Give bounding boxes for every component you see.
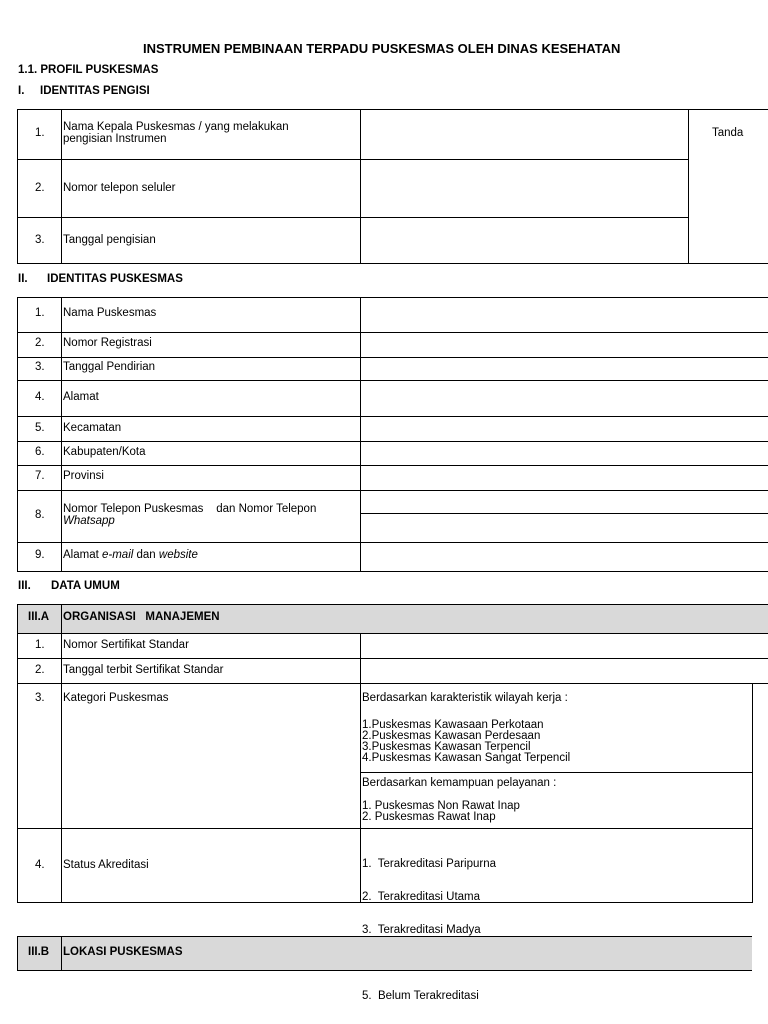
- field-label-email-website: Alamat e-mail dan website: [63, 549, 198, 561]
- section-2-number: II.: [18, 273, 28, 285]
- kategori-wilayah-option[interactable]: 1.Puskesmas Kawasaan Perkotaan: [362, 719, 544, 731]
- field-label-alamat: Alamat: [63, 391, 99, 403]
- input-telepon-seluler[interactable]: [362, 161, 686, 216]
- input-telepon-puskesmas[interactable]: [362, 492, 766, 512]
- row-number: 2.: [35, 664, 45, 676]
- section-3b-title: LOKASI PUSKESMAS: [63, 946, 183, 958]
- field-label-kecamatan: Kecamatan: [63, 422, 122, 434]
- input-tanggal-sertifikat[interactable]: [362, 660, 766, 682]
- field-label-kepala-2: pengisian Instrumen: [63, 133, 167, 145]
- field-label-nomor-registrasi: Nomor Registrasi: [63, 337, 152, 349]
- field-label-kepala: Nama Kepala Puskesmas / yang melakukan: [63, 121, 289, 133]
- section-3-title: DATA UMUM: [51, 580, 120, 592]
- row-number: 1.: [35, 639, 45, 651]
- akreditasi-option[interactable]: 1. Terakreditasi Paripurna: [362, 858, 497, 870]
- field-label-kabupaten-kota: Kabupaten/Kota: [63, 446, 146, 458]
- kategori-pelayanan-heading: Berdasarkan kemampuan pelayanan :: [362, 777, 557, 789]
- section-3b-code: III.B: [28, 946, 50, 958]
- section-1-title: IDENTITAS PENGISI: [40, 85, 150, 97]
- kategori-wilayah-option[interactable]: 2.Puskesmas Kawasan Perdesaan: [362, 730, 541, 742]
- akreditasi-options: [362, 837, 496, 1013]
- field-label-provinsi: Provinsi: [63, 470, 104, 482]
- document-title: INSTRUMEN PEMBINAAN TERPADU PUSKESMAS OLEH DINAS KESEHATAN: [143, 41, 621, 56]
- section-3a-title: ORGANISASI MANAJEMEN: [63, 611, 220, 623]
- row-number: 3.: [35, 692, 45, 704]
- row-number: 9.: [35, 549, 45, 561]
- row-number: 7.: [35, 470, 45, 482]
- input-tanggal-pendirian[interactable]: [362, 359, 766, 379]
- section-1-number: I.: [18, 85, 25, 97]
- row-number: 1.: [35, 127, 45, 139]
- section-subtitle: 1.1. PROFIL PUSKESMAS: [18, 64, 159, 76]
- field-label-tanggal-sertifikat: Tanggal terbit Sertifikat Standar: [63, 664, 224, 676]
- section-3-number: III.: [18, 580, 31, 592]
- field-label-status-akreditasi: Status Akreditasi: [63, 859, 149, 871]
- field-label-nomor-sertifikat: Nomor Sertifikat Standar: [63, 639, 189, 651]
- input-telepon-whatsapp[interactable]: [362, 515, 766, 541]
- akreditasi-option[interactable]: 3. Terakreditasi Madya: [362, 924, 481, 936]
- row-number: 2.: [35, 337, 45, 349]
- row-number: 8.: [35, 509, 45, 521]
- input-kecamatan[interactable]: [362, 418, 766, 440]
- input-tanggal-pengisian[interactable]: [362, 219, 686, 262]
- signature-label: Tanda: [712, 127, 744, 139]
- field-label-whatsapp: Whatsapp: [63, 515, 115, 527]
- signature-box[interactable]: [690, 111, 766, 262]
- field-label-tanggal-pengisian: Tanggal pengisian: [63, 234, 156, 246]
- input-nama-puskesmas[interactable]: [362, 299, 766, 330]
- input-email-website[interactable]: [362, 544, 766, 570]
- row-number: 4.: [35, 391, 45, 403]
- kategori-wilayah-option[interactable]: 4.Puskesmas Kawasan Sangat Terpencil: [362, 752, 571, 764]
- row-number: 2.: [35, 182, 45, 194]
- input-alamat[interactable]: [362, 382, 766, 415]
- input-kabupaten-kota[interactable]: [362, 443, 766, 464]
- input-nomor-sertifikat[interactable]: [362, 635, 766, 657]
- input-provinsi[interactable]: [362, 467, 766, 489]
- field-label-nomor-telepon: Nomor Telepon Puskesmas dan Nomor Telepon: [63, 503, 317, 515]
- akreditasi-option[interactable]: 5. Belum Terakreditasi: [362, 990, 479, 1002]
- akreditasi-option[interactable]: 2. Terakreditasi Utama: [362, 891, 481, 903]
- field-label-tanggal-pendirian: Tanggal Pendirian: [63, 361, 156, 373]
- field-label-telepon-seluler: Nomor telepon seluler: [63, 182, 176, 194]
- kategori-wilayah-options: [362, 720, 570, 764]
- kategori-pelayanan-option[interactable]: 2. Puskesmas Rawat Inap: [362, 811, 496, 823]
- row-number: 3.: [35, 234, 45, 246]
- field-label-kategori: Kategori Puskesmas: [63, 692, 169, 704]
- field-label-nama-puskesmas: Nama Puskesmas: [63, 307, 157, 319]
- row-number: 4.: [35, 859, 45, 871]
- row-number: 1.: [35, 307, 45, 319]
- input-kepala-puskesmas[interactable]: [362, 111, 686, 157]
- kategori-wilayah-option[interactable]: 3.Puskesmas Kawasan Terpencil: [362, 741, 531, 753]
- section-3a-code: III.A: [28, 611, 50, 623]
- kategori-wilayah-heading: Berdasarkan karakteristik wilayah kerja :: [362, 692, 568, 704]
- input-nomor-registrasi[interactable]: [362, 334, 766, 356]
- row-number: 3.: [35, 361, 45, 373]
- kategori-pelayanan-options: [362, 801, 520, 823]
- section-2-title: IDENTITAS PUSKESMAS: [47, 273, 183, 285]
- kategori-pelayanan-option[interactable]: 1. Puskesmas Non Rawat Inap: [362, 800, 520, 812]
- row-number: 5.: [35, 422, 45, 434]
- row-number: 6.: [35, 446, 45, 458]
